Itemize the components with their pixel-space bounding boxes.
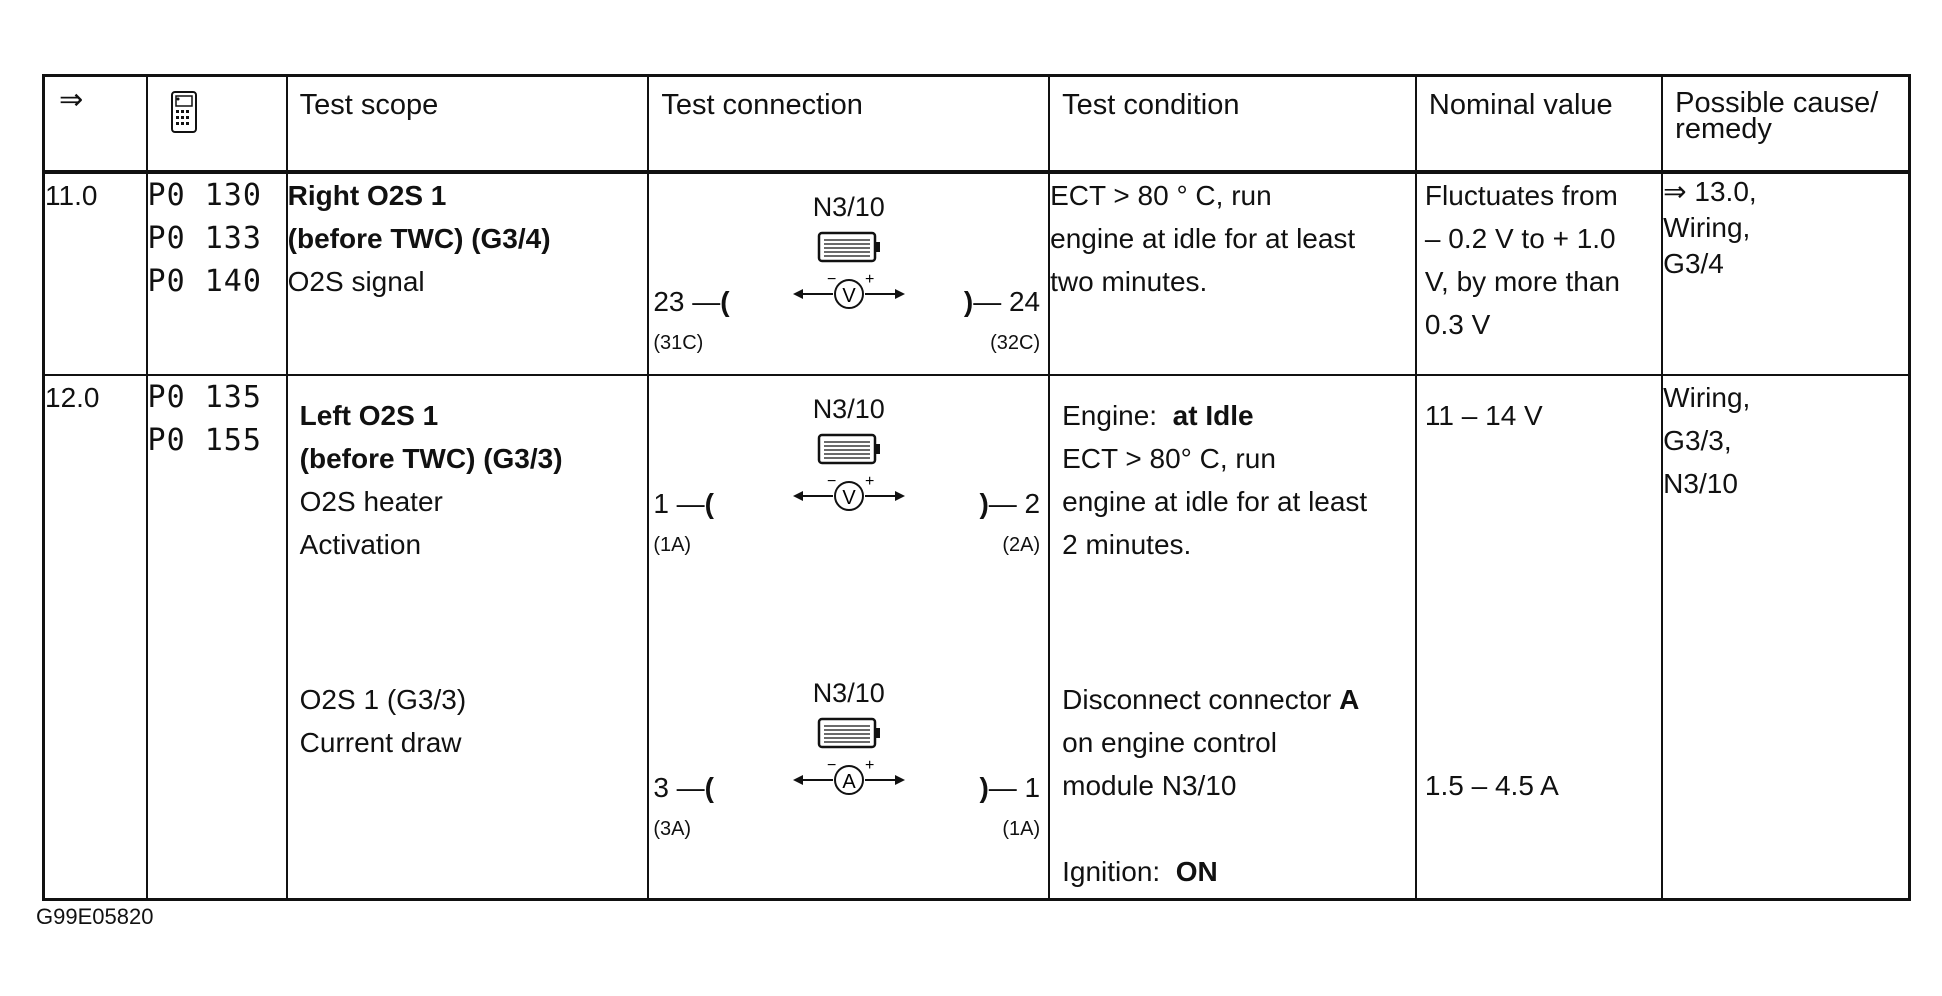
pin-left: 3 —( — [653, 772, 714, 803]
meter-label: V — [842, 487, 856, 509]
socket-left: (1A) — [653, 534, 692, 556]
ammeter-icon — [789, 758, 909, 802]
nominal-line: V, by more than — [1424, 266, 1621, 297]
figure-id: G99E05820 — [36, 904, 154, 929]
condition-line: two minutes. — [1050, 266, 1208, 297]
condition-line: engine at idle for at least — [1062, 486, 1368, 517]
pin-right: )— 2 — [979, 488, 1041, 519]
svg-text:+: + — [864, 272, 875, 288]
test-condition-header: Test condition — [1049, 76, 1416, 173]
scope-line: O2S 1 (G3/3) — [299, 684, 467, 715]
socket-right: (1A) — [1002, 818, 1041, 840]
possible-cause-line1: Possible cause/ — [1675, 87, 1879, 119]
table-row — [44, 172, 1910, 375]
condition-block-a — [1062, 394, 1407, 566]
fault-code: P0 130 — [147, 178, 262, 213]
socket-left: (31C) — [653, 332, 704, 354]
test-table — [42, 74, 1911, 901]
nominal-line: 0.3 V — [1424, 309, 1491, 340]
control-module-icon — [816, 230, 882, 266]
remedy-cell — [1662, 172, 1909, 375]
possible-cause-header — [1662, 76, 1909, 173]
fault-code: P0 133 — [147, 221, 262, 256]
svg-text:−: − — [826, 272, 837, 288]
fault-code: P0 135 — [147, 380, 262, 415]
test-condition-cell — [1049, 172, 1416, 375]
condition-line: ECT > 80° C, run — [1062, 443, 1276, 474]
arrow-header — [44, 76, 147, 173]
socket-right: (2A) — [1002, 534, 1041, 556]
test-scope-header: Test scope — [287, 76, 649, 173]
scope-line: O2S heater — [299, 486, 443, 517]
svg-text:−: − — [826, 758, 837, 774]
condition-block-b — [1062, 678, 1407, 893]
fault-codes — [147, 172, 287, 375]
pin-right: )— 24 — [963, 286, 1041, 317]
condition-line: on engine control — [1062, 727, 1277, 758]
fault-code: P0 140 — [147, 264, 262, 299]
test-scope-cell — [287, 172, 649, 375]
nominal-line: Fluctuates from — [1424, 180, 1618, 211]
fault-code: P0 155 — [147, 423, 262, 458]
tester-icon — [170, 90, 200, 134]
test-connection-header: Test connection — [648, 76, 1049, 173]
step-number: 12.0 — [44, 375, 147, 900]
arrow-icon: ⇒ — [59, 84, 84, 116]
test-connection-cell — [648, 172, 1049, 375]
remedy-line: G3/4 — [1663, 248, 1724, 279]
header-row — [44, 76, 1910, 173]
scope-line: Right O2S 1 — [287, 180, 447, 211]
scope-line: (before TWC) (G3/3) — [299, 443, 563, 474]
svg-text:+: + — [864, 474, 875, 490]
remedy-line: N3/10 — [1663, 468, 1738, 499]
remedy-line: G3/3, — [1663, 425, 1732, 456]
condition-line: engine at idle for at least — [1050, 223, 1356, 254]
meter-label: V — [842, 285, 856, 307]
module-label: N3/10 — [812, 192, 885, 222]
test-connection-cell — [648, 375, 1049, 900]
nominal-value-cell — [1416, 375, 1662, 900]
condition-line: Ignition: ON — [1062, 856, 1218, 887]
control-module-icon — [816, 716, 882, 752]
condition-line: module N3/10 — [1062, 770, 1237, 801]
scope-line: Activation — [299, 529, 422, 560]
pin-left: 23 —( — [653, 286, 730, 317]
remedy-line: Wiring, — [1663, 212, 1751, 243]
scope-line: Left O2S 1 — [299, 400, 439, 431]
socket-right: (32C) — [990, 332, 1041, 354]
possible-cause-line2: remedy — [1675, 113, 1772, 145]
remedy-cell — [1662, 375, 1909, 900]
condition-line: 2 minutes. — [1062, 529, 1192, 560]
voltmeter-icon — [789, 474, 909, 518]
svg-text:+: + — [864, 758, 875, 774]
nominal-value-cell — [1416, 172, 1662, 375]
module-label: N3/10 — [812, 678, 885, 708]
nominal-value-header: Nominal value — [1416, 76, 1662, 173]
tester-header — [147, 76, 287, 173]
table-row — [44, 375, 1910, 900]
module-label: N3/10 — [812, 394, 885, 424]
meter-label: A — [842, 771, 856, 793]
test-condition-cell — [1049, 375, 1416, 900]
nominal-line: – 0.2 V to + 1.0 — [1424, 223, 1616, 254]
scope-block-b — [300, 678, 640, 764]
remedy-line: ⇒ 13.0, — [1663, 176, 1757, 207]
scope-block-a — [300, 394, 640, 566]
remedy-line: Wiring, — [1663, 382, 1751, 413]
condition-line: Disconnect connector A — [1062, 684, 1360, 715]
step-number: 11.0 — [44, 172, 147, 375]
scope-line: (before TWC) (G3/4) — [287, 223, 551, 254]
fault-codes — [147, 375, 287, 900]
svg-text:−: − — [826, 474, 837, 490]
condition-line: Engine: at Idle — [1062, 400, 1254, 431]
condition-line: ECT > 80 ° C, run — [1050, 180, 1272, 211]
voltmeter-icon — [789, 272, 909, 316]
control-module-icon — [816, 432, 882, 468]
pin-right: )— 1 — [979, 772, 1041, 803]
scope-line: O2S signal — [287, 266, 425, 297]
scope-line: Current draw — [299, 727, 462, 758]
test-scope-cell — [287, 375, 649, 900]
pin-left: 1 —( — [653, 488, 714, 519]
nominal-line: 1.5 – 4.5 A — [1424, 770, 1559, 801]
nominal-line: 11 – 14 V — [1424, 400, 1543, 431]
socket-left: (3A) — [653, 818, 692, 840]
